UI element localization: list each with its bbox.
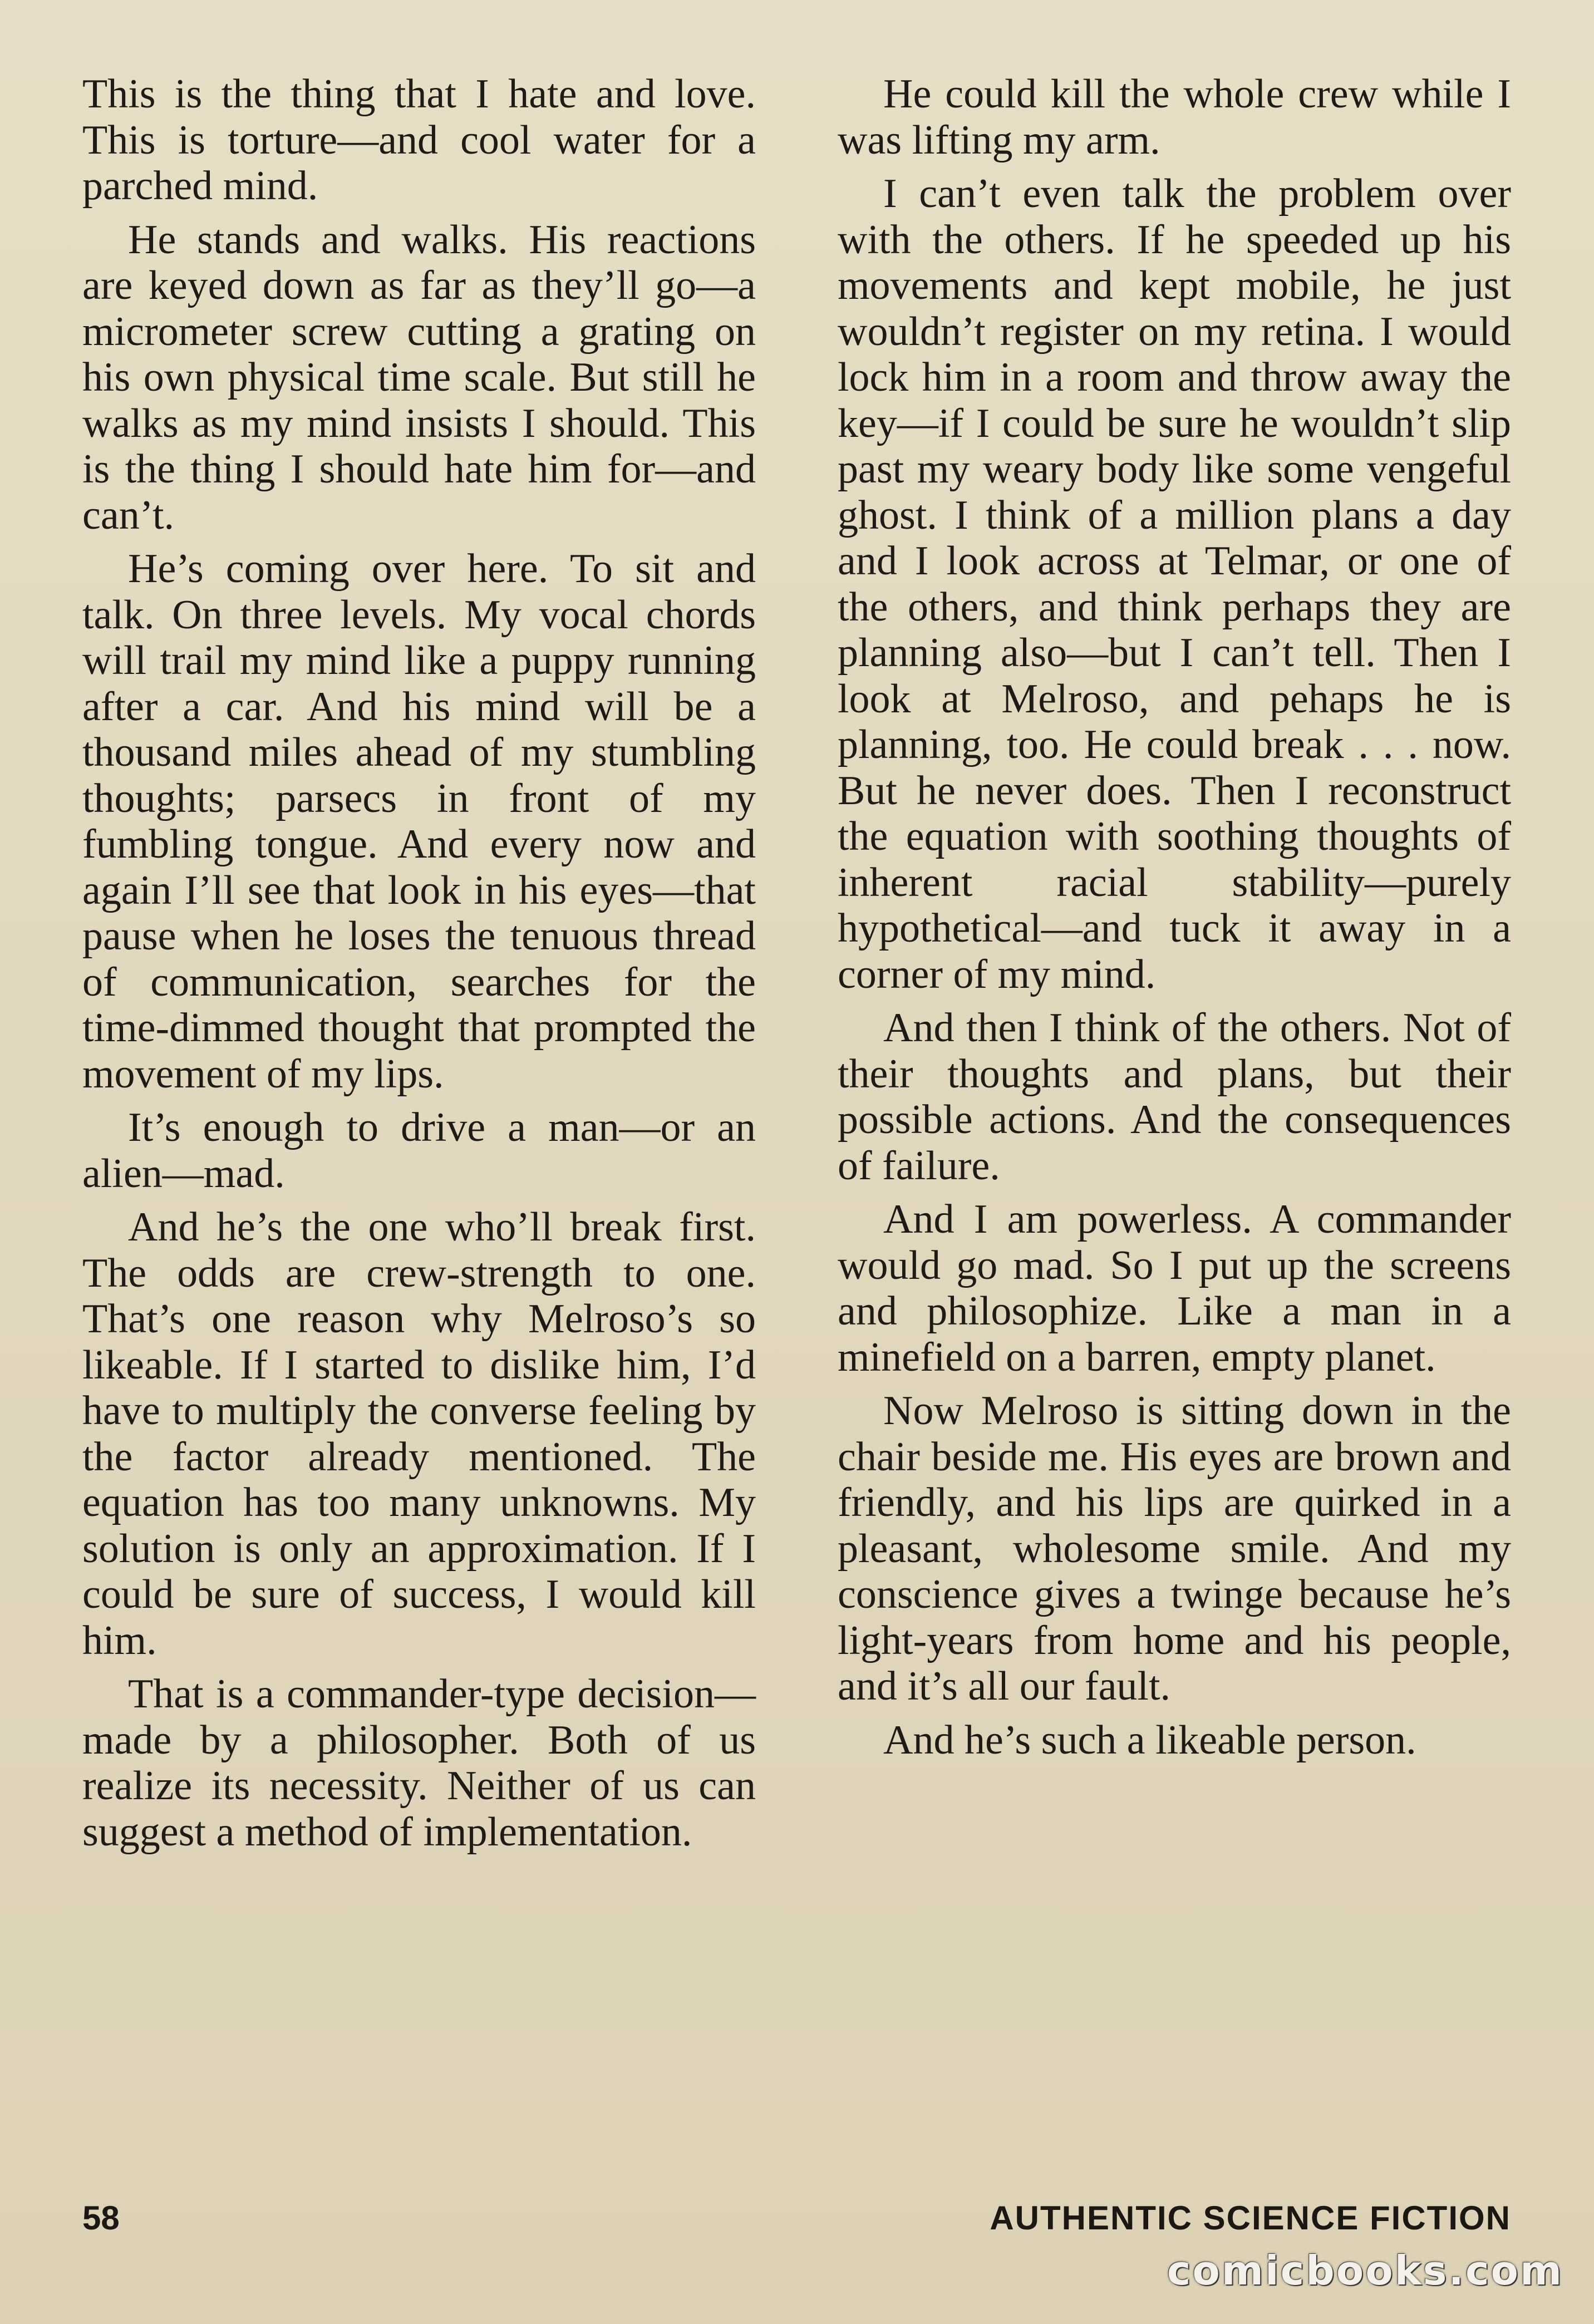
paragraph: This is the thing that I hate and love. This is torture—and cool water for a parched mind. — [82, 71, 756, 209]
paragraph: That is a commander-type decision—made by a philosopher. Both of us realize its necessity. Neither of us can suggest a method of implementation. — [82, 1671, 756, 1855]
paragraph: And he’s the one who’ll break first. The odds are crew-strength to one. That’s one reason why Melroso’s so likeable. If I started to dislike him, I’d have to multiply the converse feeling by the factor already mentioned. The equation has too many unknowns. My solution is only an approximation. If I could be sure of success, I would kill him. — [82, 1204, 756, 1663]
left-text-column — [82, 71, 756, 1863]
magazine-title: AUTHENTIC SCIENCE FICTION — [990, 2199, 1511, 2237]
paragraph: And I am powerless. A commander would go mad. So I put up the screens and philosophize. Like a man in a minefield on a barren, empty planet. — [838, 1197, 1511, 1380]
paragraph: I can’t even talk the problem over with the others. If he speeded up his movements and kept mobile, he just wouldn’t register on my retina. I would lock him in a room and throw away the key—if I could be sure he wouldn’t slip past my weary body like some vengeful ghost. I think of a million plans a day and I look across at Telmar, or one of the others, and think perhaps they are planning also—but I can’t tell. Then I look at Melroso, and pehaps he is planning, too. He could break . . . now. But he never does. Then I reconstruct the equation with soothing thoughts of inherent racial stability—purely hypothetical—and tuck it away in a corner of my mind. — [838, 171, 1511, 997]
paragraph: He’s coming over here. To sit and talk. On three levels. My vocal chords will trail my mind like a puppy running after a car. And his mind will be a thousand miles ahead of my stumbling thoughts; parsecs in front of my fumbling tongue. And every now and again I’ll see that look in his eyes—that pause when he loses the tenuous thread of communication, searches for the time-dimmed thought that prompted the movement of my lips. — [82, 546, 756, 1097]
page-footer — [82, 2196, 1511, 2241]
right-text-column — [838, 71, 1511, 1771]
paragraph: He could kill the whole crew while I was lifting my arm. — [838, 71, 1511, 163]
paragraph: And he’s such a likeable person. — [883, 1717, 1416, 1763]
paragraph: He stands and walks. His reactions are keyed down as far as they’ll go—a micrometer screw cutting a grating on his own physical time scale. But still he walks as my mind insists I should. This is the thing I should hate him for—and can’t. — [82, 216, 756, 538]
paragraph: Now Melroso is sitting down in the chair beside me. His eyes are brown and friendly, and his lips are quirked in a pleasant, wholesome smile. And my conscience gives a twinge because he’s light-years from home and his people, and it’s all our fault. — [838, 1388, 1511, 1709]
page-number: 58 — [82, 2199, 120, 2237]
watermark: comicbooks.com — [1167, 2247, 1563, 2294]
paragraph: And then I think of the others. Not of their thoughts and plans, but their possible actions. And the consequences of failure. — [838, 1005, 1511, 1189]
paragraph: It’s enough to drive a man—or an alien—mad. — [82, 1105, 756, 1197]
